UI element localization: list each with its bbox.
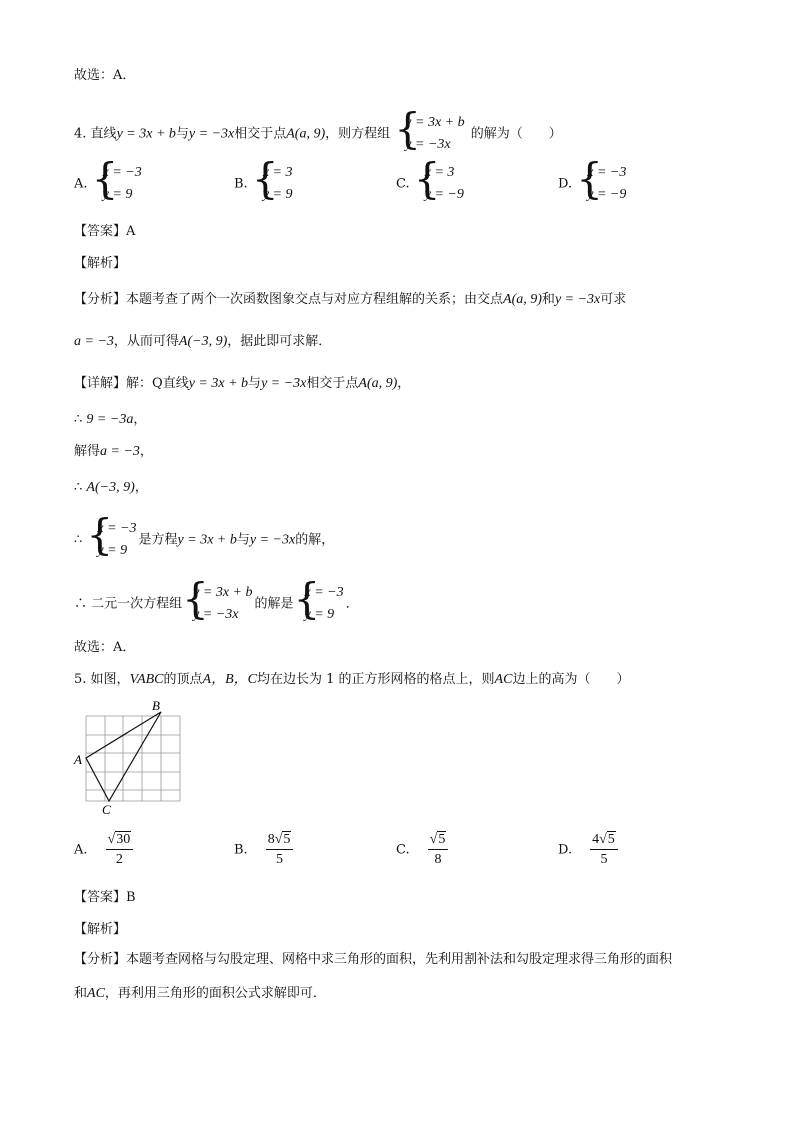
option-label: B. [234, 176, 248, 192]
detail-system [88, 518, 136, 562]
choice-text: 故选：A． [74, 640, 136, 655]
option-system [416, 162, 464, 206]
q4-fenxi [74, 290, 626, 310]
q5-option-c[interactable] [396, 832, 448, 868]
q4-detail-1 [74, 374, 410, 394]
q5-side: AC [494, 672, 513, 687]
q4-fenxi-2 [74, 332, 331, 352]
fenxi-line: y = −3x [554, 292, 601, 307]
frac-denominator: 8 [434, 852, 442, 867]
frac-denominator: 2 [115, 852, 123, 867]
q5-text: 如图， [90, 672, 130, 687]
option-fraction: $\frac{√5}{8}$ [428, 832, 449, 868]
system-row: { y = 3x + b [193, 585, 253, 600]
q4-text: 与 [175, 126, 189, 142]
option-row: y = −9 [424, 187, 464, 202]
frac-radicand: 5 [283, 832, 291, 847]
frac-radicand: 5 [438, 832, 446, 847]
q5-text: 边上的高为（ ） [512, 672, 630, 687]
vertex-label-c: C [102, 802, 111, 817]
fenxi-side: AC [87, 986, 105, 1001]
triangle-abc [86, 712, 161, 801]
detail-text: ， [133, 412, 147, 427]
option-label: A. [74, 842, 88, 858]
q4-line1: y = 3x + b [116, 126, 176, 142]
detail-line2: y = −3x [261, 376, 307, 391]
q5-triangle: VABC [129, 672, 164, 687]
therefore-symbol: ∴ [74, 480, 83, 495]
q4-text: 直线 [90, 126, 117, 142]
q4-choice [74, 638, 135, 658]
option-row: { x = 3 [424, 165, 455, 180]
q4-analysis-label [74, 254, 126, 274]
q4-line2: y = −3x [188, 126, 235, 142]
detail-point: A(a, 9) [358, 376, 398, 391]
detail-text: 二元一次方程组 [91, 596, 183, 612]
detail-text: ， [397, 376, 411, 391]
system-row: { x = −3 [97, 521, 137, 536]
q4-equation-system [396, 112, 464, 156]
detail-text: 直线 [162, 376, 189, 391]
option-label: B. [234, 842, 248, 858]
q5-fenxi [74, 950, 672, 970]
answer-value: B [126, 890, 136, 905]
option-fraction: $\frac{√30}{2}$ [106, 832, 134, 868]
detail-line2: y = −3x [249, 532, 296, 548]
vertex-label-a: A [74, 752, 82, 767]
fenxi-text: 和 [74, 986, 88, 1001]
fenxi-point: A(a, 9) [503, 292, 542, 307]
detail-text: 的解是 [254, 596, 294, 612]
therefore-symbol: ∴ [74, 596, 88, 612]
frac-denominator: 5 [600, 852, 608, 867]
q4-option-b[interactable] [234, 162, 295, 206]
option-row: { x = −3 [102, 165, 142, 180]
q4-detail-6 [74, 582, 359, 626]
detail-text: 解： [126, 376, 153, 391]
option-system [578, 162, 626, 206]
frac-radicand: 5 [607, 832, 615, 847]
fenxi-text: 本题考查了两个一次函数图象交点与对应方程组解的关系；由交点 [126, 292, 504, 307]
q4-sys-row1: { y = 3x + b [405, 115, 465, 130]
detail-line1: y = 3x + b [188, 376, 249, 391]
q5-text: 的顶点 [163, 672, 203, 687]
detail-system [184, 582, 252, 626]
q4-sys-row2: y = −3x [405, 137, 451, 152]
detail-text: 的解， [295, 532, 335, 548]
q4-detail-2 [74, 410, 146, 430]
therefore-symbol: ∴ [74, 532, 83, 548]
answer-value: A [126, 224, 136, 239]
detail-text: 与 [236, 532, 250, 548]
detail-text: ， [134, 480, 148, 495]
system-row: { x = −3 [304, 585, 344, 600]
detail-eq: 9 = −3a [86, 412, 134, 427]
frac-denominator: 5 [276, 852, 284, 867]
option-row: y = −9 [587, 187, 627, 202]
system-row: y = −3x [193, 607, 239, 622]
detail-line1: y = 3x + b [177, 532, 237, 548]
answer-label: 【答案】 [74, 224, 127, 239]
option-system [94, 162, 142, 206]
fenxi-text: 可求 [600, 292, 627, 307]
analysis-label: 【解析】 [74, 922, 127, 937]
vertex-label-b: B [152, 698, 160, 713]
q5-option-b[interactable] [234, 832, 293, 868]
q4-detail-5 [74, 518, 334, 562]
option-row: { x = −3 [587, 165, 627, 180]
q5-stem [74, 670, 629, 690]
option-label: A. [74, 176, 88, 192]
option-row: { x = 3 [262, 165, 293, 180]
q4-point: A(a, 9) [286, 126, 326, 142]
fenxi-text: ，再利用三角形的面积公式求解即可． [104, 986, 326, 1001]
solution-system [296, 582, 344, 626]
detail-point: A(−3, 9) [86, 480, 135, 495]
prev-choice-line [74, 66, 135, 86]
detail-text: 与 [248, 376, 262, 391]
detail-eq: a = −3 [100, 444, 140, 459]
detail-text: 相交于点 [306, 376, 359, 391]
fenxi-text: ，从而可得 [113, 334, 179, 349]
q4-text: 的解为（ ） [470, 126, 562, 142]
q5-grid-figure [72, 698, 192, 818]
system-row: y = 9 [304, 607, 335, 622]
q5-number: 5. [74, 672, 87, 687]
q4-option-d[interactable] [558, 162, 628, 206]
frac-radicand: 30 [116, 832, 131, 847]
option-label: C. [396, 176, 410, 192]
analysis-label: 【解析】 [74, 256, 127, 271]
q5-text: 均在边长为 1 的正方形网格的格点上，则 [257, 672, 495, 687]
q4-detail-3 [74, 442, 153, 462]
q5-fenxi-2 [74, 984, 326, 1004]
q5-answer [74, 888, 136, 908]
option-label: D. [558, 176, 573, 192]
detail-text: 解得 [74, 444, 101, 459]
option-row: y = 9 [262, 187, 293, 202]
option-row: y = 9 [102, 187, 133, 202]
q4-option-c[interactable] [396, 162, 466, 206]
because-symbol: Q [152, 376, 163, 391]
q5-option-a[interactable] [74, 832, 133, 868]
q4-number: 4. [74, 126, 87, 142]
fenxi-text: ，据此即可求解． [227, 334, 332, 349]
option-fraction: $\frac{4√5}{5}$ [590, 832, 618, 868]
option-label: D. [558, 842, 573, 858]
fenxi-text: 本题考查网格与勾股定理、网格中求三角形的面积，先利用割补法和勾股定理求得三角形的面积 [126, 952, 673, 967]
prev-choice: 故选：A． [74, 68, 136, 83]
option-system [254, 162, 293, 206]
q4-text: 相交于点 [234, 126, 287, 142]
detail-label: 【详解】 [74, 376, 127, 391]
option-label: C. [396, 842, 410, 858]
q5-analysis-label [74, 920, 126, 940]
fenxi-label: 【分析】 [74, 292, 127, 307]
q5-option-d[interactable] [558, 832, 618, 868]
q4-answer [74, 222, 135, 242]
detail-text: ， [139, 444, 153, 459]
q4-stem [74, 112, 562, 156]
fenxi-point: A(−3, 9) [178, 334, 228, 349]
detail-text: 是方程 [138, 532, 178, 548]
system-row: y = 9 [97, 543, 128, 558]
fenxi-label: 【分析】 [74, 952, 127, 967]
therefore-symbol: ∴ [74, 412, 83, 427]
q4-text: ，则方程组 [325, 126, 391, 142]
q5-points: A，B，C [202, 672, 257, 687]
answer-label: 【答案】 [74, 890, 127, 905]
frac-coef: 8 [267, 832, 275, 847]
detail-text: ． [345, 596, 359, 612]
fenxi-eq: a = −3 [74, 334, 114, 349]
frac-coef: 4 [592, 832, 600, 847]
q4-detail-4 [74, 478, 148, 498]
option-fraction: $\frac{8√5}{5}$ [266, 832, 294, 868]
fenxi-text: 和 [541, 292, 555, 307]
q4-option-a[interactable] [74, 162, 144, 206]
